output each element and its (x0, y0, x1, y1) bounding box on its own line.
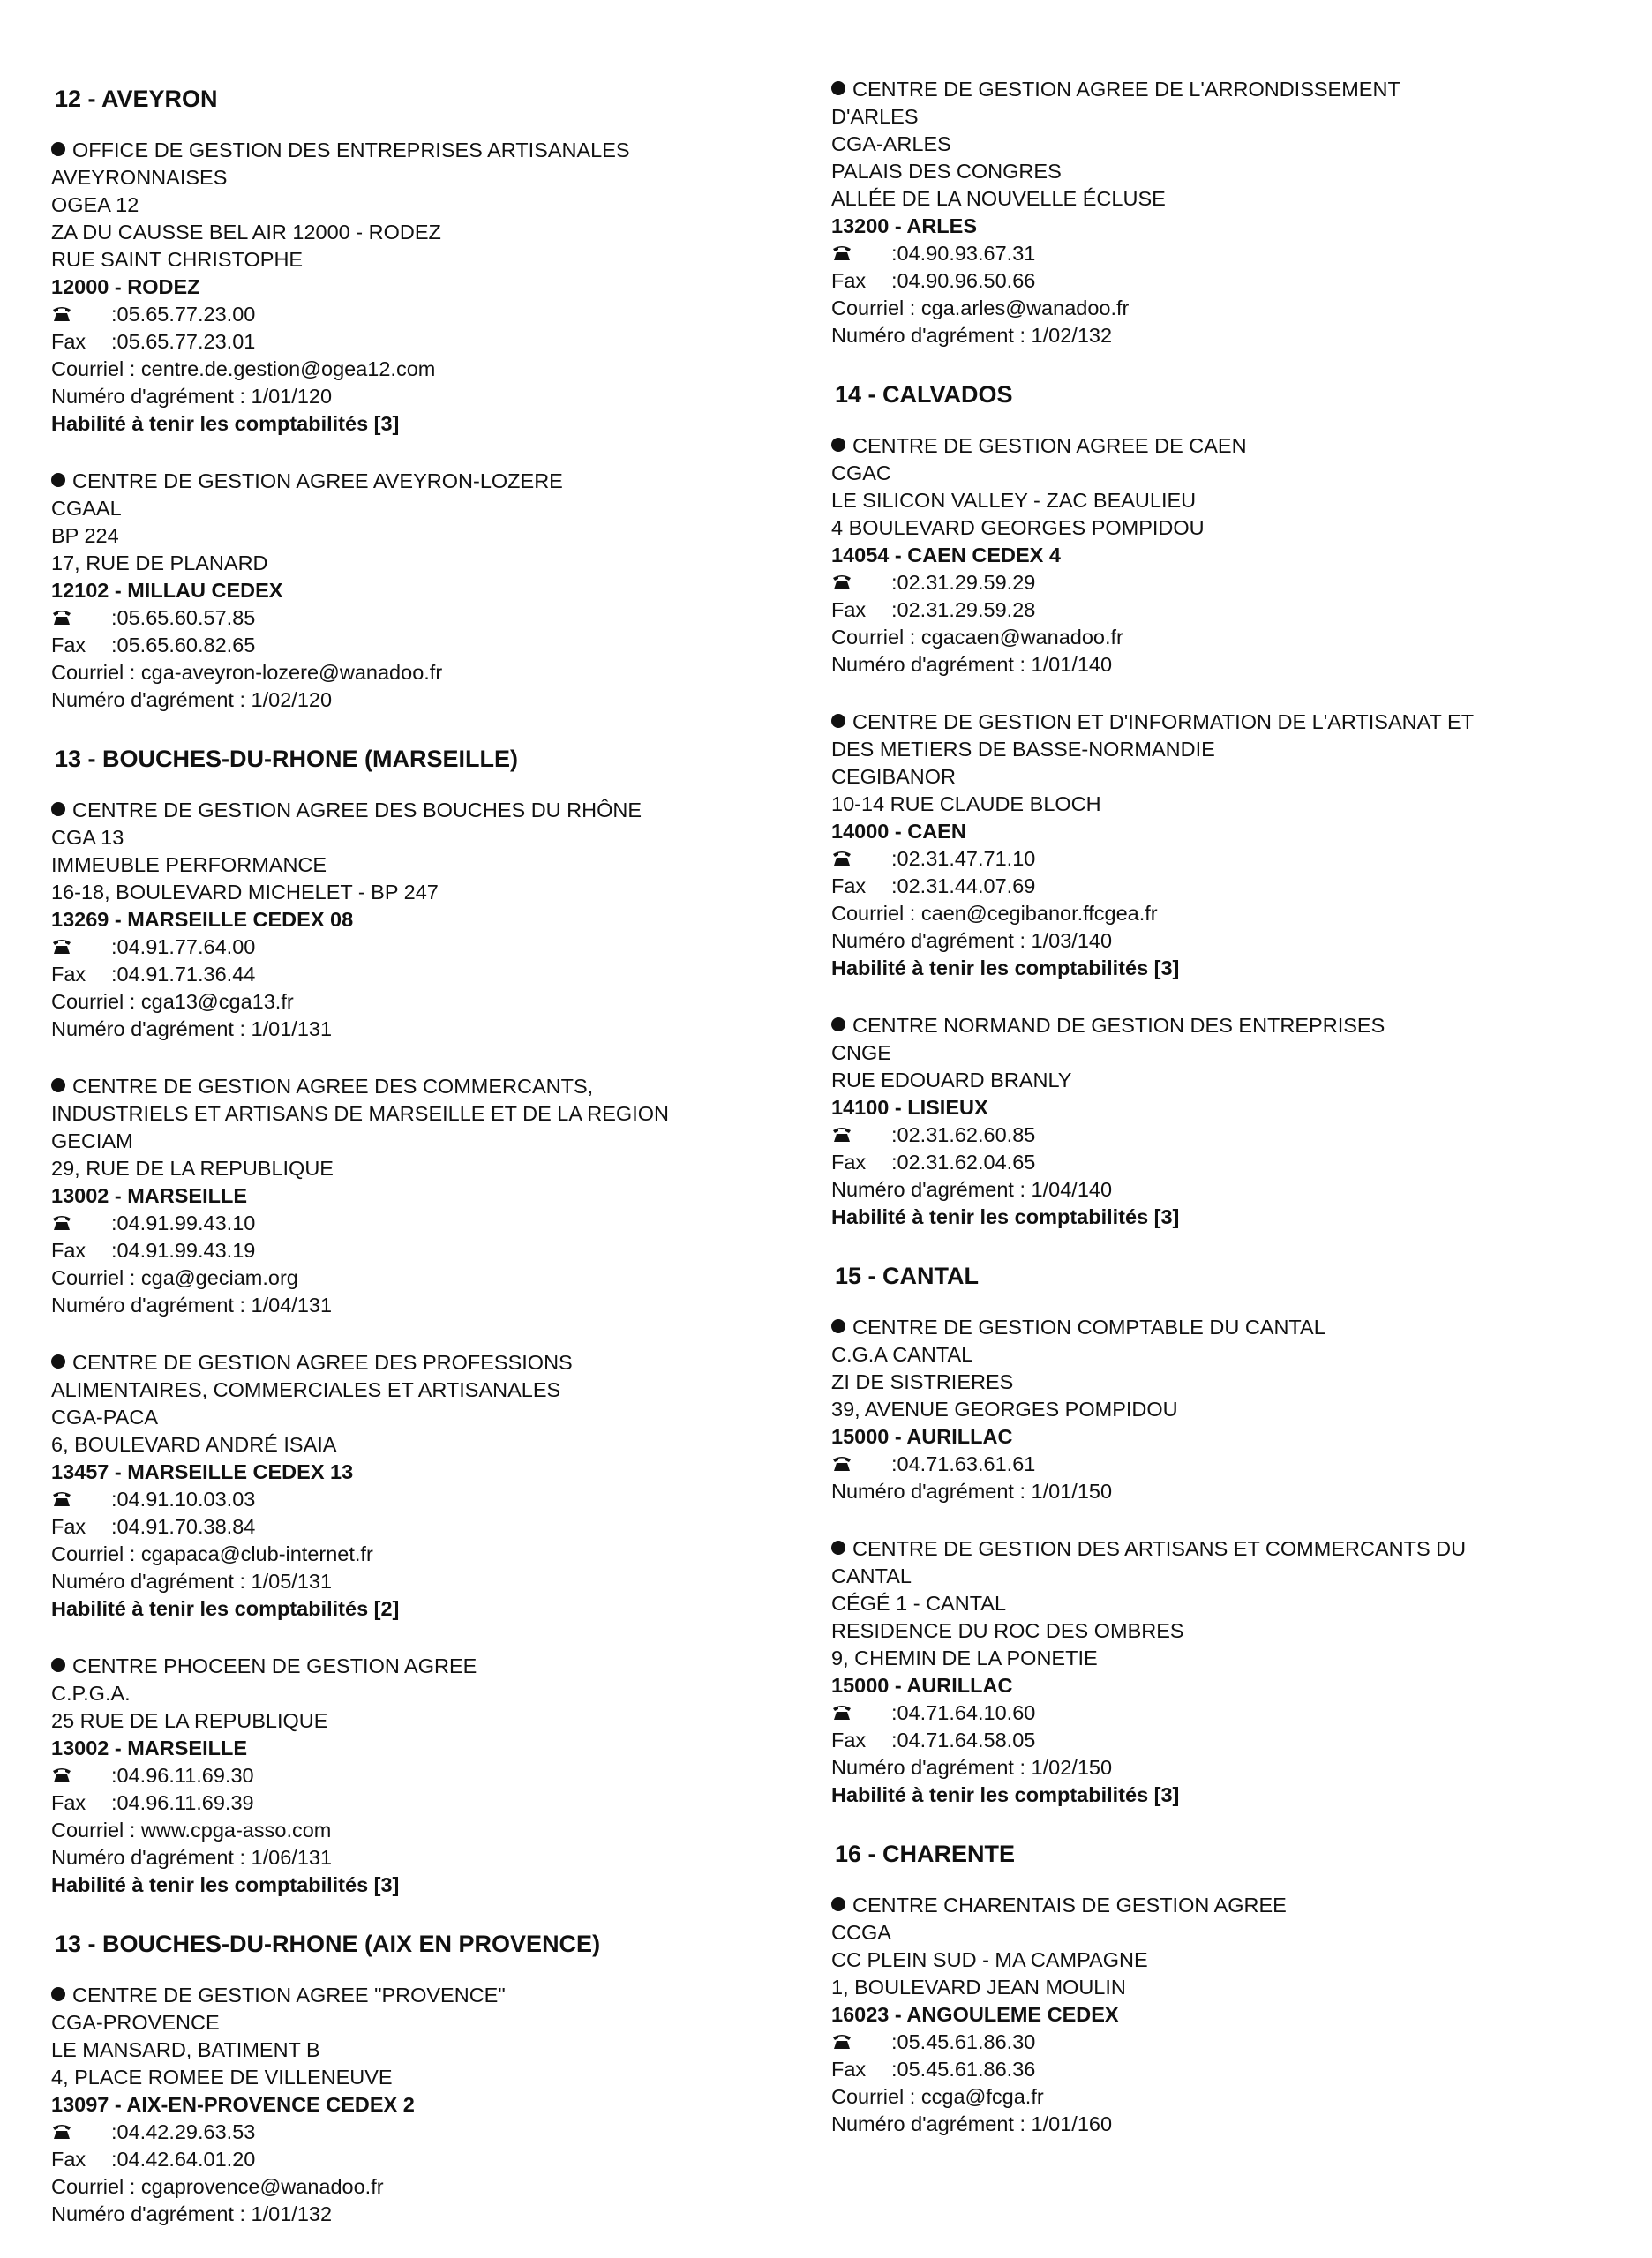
center-entry (831, 1314, 1608, 1505)
address-line: BP 224 (51, 524, 119, 547)
address-line: CÉGÉ 1 - CANTAL (831, 1592, 1007, 1615)
department-section (831, 379, 1608, 1231)
phone-number: 02.31.62.60.85 (897, 1123, 1036, 1146)
fax-sep: : (111, 1515, 117, 1538)
phone-number: 04.90.93.67.31 (897, 242, 1036, 265)
fax-row (831, 1149, 1608, 1176)
fax-label: Fax (831, 269, 867, 292)
phone-number: 04.91.10.03.03 (116, 1488, 256, 1511)
email-label: Courriel : (51, 661, 141, 684)
center-name: CENTRE DE GESTION AGREE DES PROFESSIONS (51, 1349, 828, 1377)
phone-sep: : (111, 606, 117, 629)
phone-row (831, 2029, 1608, 2056)
center-entry (51, 1073, 828, 1319)
fax-label: Fax (831, 2058, 867, 2081)
phone-row (831, 240, 1608, 267)
address-line: CGA-PACA (51, 1406, 158, 1429)
address-line: CGA 13 (51, 826, 124, 849)
fax-row (51, 632, 828, 659)
phone-row (831, 845, 1608, 873)
fax-row (831, 596, 1608, 624)
agrement-label: Numéro d'agrément : (831, 653, 1032, 676)
postal-city: 13200 - ARLES (831, 214, 978, 237)
phone-sep: : (891, 2030, 897, 2053)
email-row (51, 1264, 828, 1292)
address-line: 10-14 RUE CLAUDE BLOCH (831, 792, 1101, 815)
telephone-icon (51, 604, 111, 632)
phone-row (831, 1451, 1608, 1478)
phone-number: 04.91.99.43.10 (116, 1212, 256, 1234)
postal-city: 13002 - MARSEILLE (51, 1737, 248, 1759)
center-name: DES METIERS DE BASSE-NORMANDIE (831, 738, 1215, 761)
address-line: CCGA (831, 1921, 891, 1944)
fax-sep: : (111, 1239, 117, 1262)
phone-number: 04.71.64.10.60 (897, 1701, 1036, 1724)
fax-label: Fax (51, 634, 86, 656)
email-address[interactable]: cgaprovence@wanadoo.fr (140, 2175, 384, 2198)
center-name: CENTRE DE GESTION AGREE AVEYRON-LOZERE (51, 468, 828, 495)
email-row (831, 624, 1608, 651)
department-heading: 12 - AVEYRON (55, 86, 218, 112)
phone-sep: : (891, 847, 897, 870)
address-line: ZA DU CAUSSE BEL AIR 12000 - RODEZ (51, 221, 441, 244)
address-line: LE SILICON VALLEY - ZAC BEAULIEU (831, 489, 1197, 512)
address-line: ZI DE SISTRIERES (831, 1370, 1014, 1393)
habilite-note: Habilité à tenir les comptabilités [3] (831, 1783, 1180, 1806)
center-name: CENTRE DE GESTION AGREE DES COMMERCANTS, (51, 1073, 828, 1100)
habilite-note: Habilité à tenir les comptabilités [3] (831, 956, 1180, 979)
phone-row (51, 934, 828, 961)
address-line: 17, RUE DE PLANARD (51, 551, 268, 574)
postal-city: 14054 - CAEN CEDEX 4 (831, 544, 1061, 566)
fax-number: 02.31.29.59.28 (897, 598, 1036, 621)
agrement-number: 1/01/140 (1031, 653, 1113, 676)
address-line: CNGE (831, 1041, 891, 1064)
agrement-row (51, 2201, 828, 2228)
fax-row (51, 1789, 828, 1817)
center-name: AVEYRONNAISES (51, 166, 228, 189)
fax-sep: : (111, 330, 117, 353)
agrement-label: Numéro d'agrément : (51, 2202, 252, 2225)
center-name: CENTRE DE GESTION COMPTABLE DU CANTAL (831, 1314, 1608, 1341)
postal-city: 12000 - RODEZ (51, 275, 200, 298)
fax-number: 04.91.70.38.84 (116, 1515, 256, 1538)
fax-number: 05.65.77.23.01 (116, 330, 256, 353)
address-line: 1, BOULEVARD JEAN MOULIN (831, 1976, 1126, 1999)
fax-sep: : (111, 1791, 117, 1814)
agrement-label: Numéro d'agrément : (831, 324, 1032, 347)
department-section (51, 744, 828, 1899)
habilite-note: Habilité à tenir les comptabilités [3] (51, 412, 400, 435)
email-address[interactable]: cga13@cga13.fr (140, 990, 294, 1013)
address-line: C.G.A CANTAL (831, 1343, 973, 1366)
phone-number: 05.45.61.86.30 (897, 2030, 1036, 2053)
center-name: CENTRE DE GESTION DES ARTISANS ET COMMERCANTS DU (831, 1535, 1608, 1563)
postal-city: 12102 - MILLAU CEDEX (51, 579, 283, 602)
agrement-number: 1/04/131 (251, 1294, 333, 1317)
address-line: OGEA 12 (51, 193, 139, 216)
postal-city: 15000 - AURILLAC (831, 1674, 1013, 1697)
email-label: Courriel : (51, 1266, 141, 1289)
email-row (51, 2173, 828, 2201)
center-entry (51, 1653, 828, 1899)
address-line: RESIDENCE DU ROC DES OMBRES (831, 1619, 1184, 1642)
email-label: Courriel : (831, 626, 921, 649)
address-line: CGA-ARLES (831, 132, 951, 155)
phone-sep: : (891, 242, 897, 265)
phone-sep: : (891, 1123, 897, 1146)
phone-sep: : (111, 1212, 117, 1234)
department-heading: 16 - CHARENTE (835, 1841, 1016, 1867)
agrement-label: Numéro d'agrément : (831, 1178, 1032, 1201)
address-line: PALAIS DES CONGRES (831, 160, 1062, 183)
agrement-row (831, 1754, 1608, 1782)
habilite-note: Habilité à tenir les comptabilités [3] (51, 1873, 400, 1896)
email-address[interactable]: cga@geciam.org (140, 1266, 298, 1289)
center-entry (831, 1012, 1608, 1231)
fax-row (51, 1237, 828, 1264)
address-line: 9, CHEMIN DE LA PONETIE (831, 1647, 1098, 1669)
postal-city: 13269 - MARSEILLE CEDEX 08 (51, 908, 354, 931)
fax-row (51, 2146, 828, 2173)
fax-sep: : (111, 2148, 117, 2171)
center-entry (51, 1982, 828, 2228)
phone-number: 04.96.11.69.30 (116, 1764, 254, 1787)
fax-number: 02.31.44.07.69 (897, 874, 1036, 897)
postal-city: 15000 - AURILLAC (831, 1425, 1013, 1448)
telephone-icon (51, 301, 111, 328)
agrement-row (51, 383, 828, 410)
fax-sep: : (891, 2058, 897, 2081)
agrement-row (831, 651, 1608, 679)
email-row (51, 659, 828, 686)
address-line: IMMEUBLE PERFORMANCE (51, 853, 327, 876)
center-name: CENTRE PHOCEEN DE GESTION AGREE (51, 1653, 828, 1680)
email-row (51, 988, 828, 1016)
agrement-number: 1/03/140 (1031, 929, 1113, 952)
department-section (831, 1839, 1608, 2138)
center-name: OFFICE DE GESTION DES ENTREPRISES ARTISANALES (51, 137, 828, 164)
address-line: C.P.G.A. (51, 1682, 131, 1705)
phone-sep: : (891, 1701, 897, 1724)
agrement-number: 1/01/131 (251, 1017, 333, 1040)
phone-sep: : (111, 2120, 117, 2143)
center-name: CENTRE DE GESTION AGREE "PROVENCE" (51, 1982, 828, 2009)
center-entry (51, 468, 828, 714)
phone-sep: : (111, 1764, 117, 1787)
fax-number: 05.45.61.86.36 (897, 2058, 1036, 2081)
phone-sep: : (891, 1452, 897, 1475)
agrement-row (831, 2111, 1608, 2138)
agrement-row (51, 1292, 828, 1319)
agrement-label: Numéro d'agrément : (831, 1480, 1032, 1503)
fax-sep: : (111, 963, 117, 986)
habilite-note: Habilité à tenir les comptabilités [3] (831, 1205, 1180, 1228)
center-name: CENTRE DE GESTION AGREE DE CAEN (831, 432, 1608, 460)
fax-row (831, 1727, 1608, 1754)
email-row (831, 295, 1608, 322)
postal-city: 16023 - ANGOULEME CEDEX (831, 2003, 1119, 2026)
telephone-icon (831, 2029, 891, 2056)
agrement-number: 1/02/150 (1031, 1756, 1113, 1779)
email-label: Courriel : (831, 902, 921, 925)
telephone-icon (51, 1762, 111, 1789)
agrement-number: 1/01/150 (1031, 1480, 1113, 1503)
fax-sep: : (891, 1729, 897, 1752)
email-address[interactable]: cga.arles@wanadoo.fr (920, 296, 1130, 319)
address-line: 25 RUE DE LA REPUBLIQUE (51, 1709, 328, 1732)
fax-label: Fax (51, 1239, 86, 1262)
department-heading: 15 - CANTAL (835, 1263, 980, 1289)
email-label: Courriel : (51, 990, 141, 1013)
center-name: ALIMENTAIRES, COMMERCIALES ET ARTISANALES (51, 1378, 561, 1401)
address-line: CC PLEIN SUD - MA CAMPAGNE (831, 1948, 1148, 1971)
fax-sep: : (891, 598, 897, 621)
email-address[interactable]: www.cpga-asso.com (140, 1819, 332, 1842)
telephone-icon (831, 569, 891, 596)
center-entry (51, 1349, 828, 1623)
telephone-icon (51, 934, 111, 961)
fax-sep: : (891, 1151, 897, 1174)
address-line: CGAC (831, 461, 891, 484)
center-entry (831, 709, 1608, 982)
agrement-number: 1/05/131 (251, 1570, 333, 1593)
postal-city: 13097 - AIX-EN-PROVENCE CEDEX 2 (51, 2093, 415, 2116)
agrement-row (51, 1844, 828, 1872)
fax-label: Fax (51, 2148, 86, 2171)
fax-label: Fax (51, 330, 86, 353)
agrement-label: Numéro d'agrément : (51, 1017, 252, 1040)
agrement-label: Numéro d'agrément : (51, 1294, 252, 1317)
department-section (51, 84, 828, 714)
agrement-label: Numéro d'agrément : (51, 1846, 252, 1869)
phone-number: 05.65.60.57.85 (116, 606, 256, 629)
center-name: CENTRE CHARENTAIS DE GESTION AGREE (831, 1892, 1608, 1919)
telephone-icon (51, 1486, 111, 1513)
fax-label: Fax (831, 1151, 867, 1174)
agrement-row (51, 1016, 828, 1043)
fax-number: 02.31.62.04.65 (897, 1151, 1036, 1174)
department-heading: 14 - CALVADOS (835, 381, 1013, 408)
email-label: Courriel : (51, 2175, 141, 2198)
phone-row (51, 2119, 828, 2146)
fax-row (51, 328, 828, 356)
phone-row (51, 1210, 828, 1237)
agrement-number: 1/01/132 (251, 2202, 333, 2225)
agrement-number: 1/01/160 (1031, 2112, 1113, 2135)
email-address[interactable]: caen@cegibanor.ffcgea.fr (920, 902, 1158, 925)
agrement-row (51, 686, 828, 714)
email-label: Courriel : (51, 357, 141, 380)
telephone-icon (51, 2119, 111, 2146)
department-heading: 13 - BOUCHES-DU-RHONE (AIX EN PROVENCE) (55, 1931, 601, 1957)
fax-row (51, 961, 828, 988)
phone-row (51, 1762, 828, 1789)
email-label: Courriel : (831, 296, 921, 319)
address-line: 29, RUE DE LA REPUBLIQUE (51, 1157, 334, 1180)
agrement-label: Numéro d'agrément : (51, 688, 252, 711)
agrement-number: 1/01/120 (251, 385, 333, 408)
email-address[interactable]: cgacaen@wanadoo.fr (920, 626, 1123, 649)
center-entry (831, 76, 1608, 349)
email-row (51, 356, 828, 383)
address-line: 39, AVENUE GEORGES POMPIDOU (831, 1398, 1178, 1421)
fax-number: 05.65.60.82.65 (116, 634, 256, 656)
address-line: CEGIBANOR (831, 765, 957, 788)
agrement-label: Numéro d'agrément : (51, 1570, 252, 1593)
department-section (51, 1929, 828, 2228)
postal-city: 14100 - LISIEUX (831, 1096, 988, 1119)
center-entry (831, 432, 1608, 679)
address-line: 6, BOULEVARD ANDRÉ ISAIA (51, 1433, 337, 1456)
fax-row (831, 267, 1608, 295)
center-name: CENTRE DE GESTION AGREE DES BOUCHES DU RHÔNE (51, 797, 828, 824)
fax-sep: : (111, 634, 117, 656)
phone-sep: : (111, 935, 117, 958)
center-name: CANTAL (831, 1564, 912, 1587)
address-line: 4 BOULEVARD GEORGES POMPIDOU (831, 516, 1205, 539)
fax-label: Fax (831, 1729, 867, 1752)
agrement-number: 1/04/140 (1031, 1178, 1113, 1201)
address-line: ALLÉE DE LA NOUVELLE ÉCLUSE (831, 187, 1166, 210)
agrement-row (831, 927, 1608, 955)
address-line: RUE EDOUARD BRANLY (831, 1069, 1072, 1091)
center-entry (831, 1535, 1608, 1809)
agrement-label: Numéro d'agrément : (831, 2112, 1032, 2135)
email-row (831, 2083, 1608, 2111)
email-row (831, 900, 1608, 927)
email-label: Courriel : (51, 1819, 141, 1842)
fax-label: Fax (51, 1515, 86, 1538)
phone-row (831, 1121, 1608, 1149)
email-row (51, 1817, 828, 1844)
address-line: 4, PLACE ROMEE DE VILLENEUVE (51, 2066, 393, 2089)
center-name: D'ARLES (831, 105, 919, 128)
phone-number: 04.71.63.61.61 (897, 1452, 1036, 1475)
telephone-icon (831, 1451, 891, 1478)
fax-sep: : (891, 874, 897, 897)
fax-number: 04.91.99.43.19 (116, 1239, 256, 1262)
right-column (831, 76, 1608, 2168)
phone-number: 02.31.29.59.29 (897, 571, 1036, 594)
phone-number: 05.65.77.23.00 (116, 303, 256, 326)
fax-label: Fax (51, 1791, 86, 1814)
email-address[interactable]: centre.de.gestion@ogea12.com (140, 357, 436, 380)
fax-number: 04.71.64.58.05 (897, 1729, 1036, 1752)
fax-row (831, 2056, 1608, 2083)
fax-sep: : (891, 269, 897, 292)
agrement-row (831, 322, 1608, 349)
agrement-label: Numéro d'agrément : (831, 1756, 1032, 1779)
agrement-row (831, 1478, 1608, 1505)
address-line: RUE SAINT CHRISTOPHE (51, 248, 304, 271)
phone-sep: : (111, 1488, 117, 1511)
center-entry (51, 797, 828, 1043)
phone-number: 04.91.77.64.00 (116, 935, 256, 958)
fax-label: Fax (831, 598, 867, 621)
center-name: CENTRE NORMAND DE GESTION DES ENTREPRISES (831, 1012, 1608, 1039)
agrement-row (831, 1176, 1608, 1204)
center-name: CENTRE DE GESTION AGREE DE L'ARRONDISSEMENT (831, 76, 1608, 103)
fax-label: Fax (831, 874, 867, 897)
postal-city: 13002 - MARSEILLE (51, 1184, 248, 1207)
address-line: CGAAL (51, 497, 122, 520)
phone-number: 02.31.47.71.10 (897, 847, 1036, 870)
email-label: Courriel : (831, 2085, 921, 2108)
telephone-icon (831, 1699, 891, 1727)
fax-row (831, 873, 1608, 900)
agrement-row (51, 1568, 828, 1595)
address-line: 16-18, BOULEVARD MICHELET - BP 247 (51, 881, 439, 904)
phone-sep: : (891, 571, 897, 594)
telephone-icon (831, 845, 891, 873)
agrement-number: 1/06/131 (251, 1846, 333, 1869)
phone-row (51, 1486, 828, 1513)
fax-number: 04.42.64.01.20 (116, 2148, 256, 2171)
phone-number: 04.42.29.63.53 (116, 2120, 256, 2143)
fax-number: 04.96.11.69.39 (116, 1791, 254, 1814)
phone-row (51, 301, 828, 328)
phone-row (831, 569, 1608, 596)
address-line: GECIAM (51, 1129, 133, 1152)
center-name: INDUSTRIELS ET ARTISANS DE MARSEILLE ET DE LA REGION (51, 1102, 669, 1125)
telephone-icon (831, 1121, 891, 1149)
center-name: CENTRE DE GESTION ET D'INFORMATION DE L'ARTISANAT ET (831, 709, 1608, 736)
agrement-number: 1/02/120 (251, 688, 333, 711)
email-address[interactable]: cgapaca@club-internet.fr (140, 1542, 373, 1565)
email-label: Courriel : (51, 1542, 141, 1565)
phone-row (831, 1699, 1608, 1727)
email-address[interactable]: ccga@fcga.fr (920, 2085, 1044, 2108)
email-address[interactable]: cga-aveyron-lozere@wanadoo.fr (140, 661, 443, 684)
fax-number: 04.90.96.50.66 (897, 269, 1036, 292)
center-entry (51, 137, 828, 438)
email-row (51, 1541, 828, 1568)
department-section (831, 76, 1608, 349)
department-section (831, 1261, 1608, 1809)
telephone-icon (51, 1210, 111, 1237)
fax-number: 04.91.71.36.44 (116, 963, 256, 986)
address-line: CGA-PROVENCE (51, 2011, 220, 2034)
fax-label: Fax (51, 963, 86, 986)
agrement-label: Numéro d'agrément : (51, 385, 252, 408)
agrement-label: Numéro d'agrément : (831, 929, 1032, 952)
habilite-note: Habilité à tenir les comptabilités [2] (51, 1597, 400, 1620)
postal-city: 14000 - CAEN (831, 820, 966, 843)
phone-row (51, 604, 828, 632)
fax-row (51, 1513, 828, 1541)
left-column (51, 84, 828, 2258)
postal-city: 13457 - MARSEILLE CEDEX 13 (51, 1460, 354, 1483)
telephone-icon (831, 240, 891, 267)
department-heading: 13 - BOUCHES-DU-RHONE (MARSEILLE) (55, 746, 519, 772)
address-line: LE MANSARD, BATIMENT B (51, 2038, 320, 2061)
phone-sep: : (111, 303, 117, 326)
agrement-number: 1/02/132 (1031, 324, 1113, 347)
center-entry (831, 1892, 1608, 2138)
